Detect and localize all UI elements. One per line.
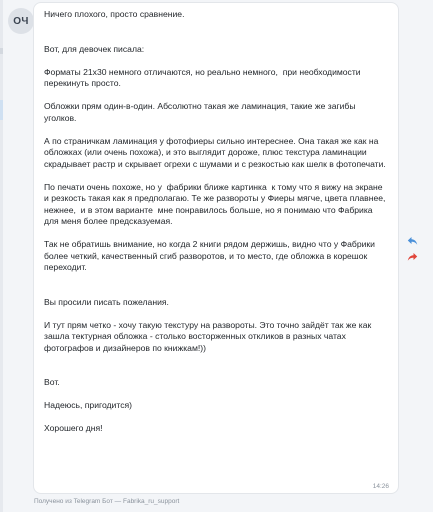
forward-icon xyxy=(407,252,418,262)
left-sidebar-edge xyxy=(0,0,3,512)
message-time: 14:26 xyxy=(372,483,389,490)
avatar[interactable]: ОЧ xyxy=(8,8,34,34)
reply-icon xyxy=(407,236,418,246)
message-text: Ничего плохого, просто сравнение. Вот, для девочек писала: Форматы 21х30 немного отличаются, но реально немного, при необходимости перекинуть просто. Обложки прям один-в-один. Абсолютно такая же ламинация, такие же загибы уголков. А по страничкам ламинация у фотофиеры сильно интереснее. Она такая же как на обложках (или очень похожа), и это выглядит дороже, плюс текстура ламинации скрадывает растр и скрывает огрехи с шумами и с резкостью как шелк в фотопечати. По печати очень похоже, но у фабрики ближе картинка к тому что я вижу на экране и резкость такая как я предполагаю. Те же развороты у Фиеры мягче, цвета плавнее, нежнее, и в этом варианте мне понравилось больше, но я понимаю что Фабрика для меня более предсказуемая. Так не обратишь внимание, но когда 2 книги рядом держишь, видно что у Фабрики более четкий, качественный сгиб разворотов, и то место, где обложка в корешок переходит. Вы просили писать пожелания. И тут прям четко - хочу такую текстуру на развороты. Это точно зайдёт так же как зашла тектурная обложка - столько восторженных откликов в разных чатах фотографов и дизайнеров по книжкам!)) Вот. Надеюсь, пригодится) Хорошего дня! xyxy=(44,9,386,433)
message-source-footer: Получено из Telegram Бот — Fabrika_ru_support xyxy=(34,498,180,505)
reply-button[interactable] xyxy=(405,234,419,248)
sidebar-active-marker xyxy=(0,100,3,120)
forward-button[interactable] xyxy=(405,250,419,264)
message-bubble[interactable] xyxy=(33,2,399,494)
sidebar-marker xyxy=(0,48,3,54)
